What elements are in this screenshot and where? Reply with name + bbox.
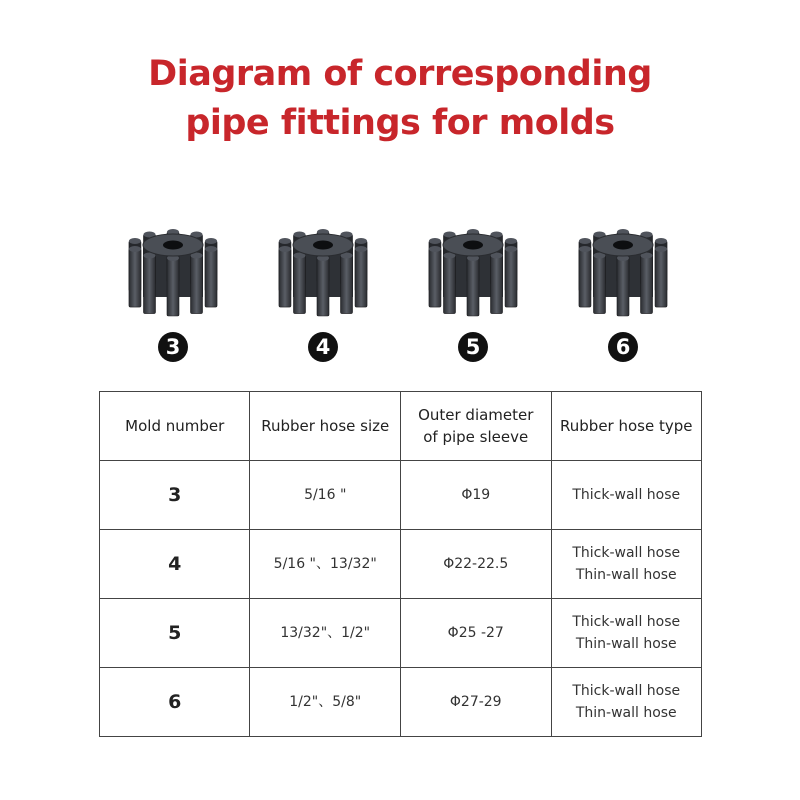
gear-tooth-top: [205, 246, 217, 252]
header-mold-number: Mold number: [100, 392, 250, 461]
cell-hose-size: 13/32"、1/2": [250, 599, 401, 668]
table-row: [100, 461, 702, 530]
mold-item-3: [118, 215, 228, 365]
gear-hole: [313, 241, 333, 250]
cell-mold-number: 6: [100, 668, 250, 737]
spec-table: [99, 391, 702, 737]
gear-tooth: [317, 258, 329, 316]
gear-tooth: [279, 249, 291, 307]
gear-tooth: [593, 256, 605, 314]
cell-outer-diameter: Φ22-22.5: [400, 530, 551, 599]
gear-tooth-top: [505, 238, 517, 244]
cell-hose-size: 5/16 ": [250, 461, 401, 530]
gear-tooth-top: [205, 238, 217, 244]
cell-hose-type: [551, 461, 701, 530]
gear-tooth: [467, 258, 479, 316]
cell-outer-diameter: Φ19: [400, 461, 551, 530]
gear-tooth: [641, 256, 653, 314]
gear-tooth: [129, 249, 141, 307]
header-hose-type: Rubber hose type: [551, 392, 701, 461]
gear-tooth-top: [355, 238, 367, 244]
cell-hose-type: [551, 668, 701, 737]
cell-mold-number: 5: [100, 599, 250, 668]
hose-type-line1: Thick-wall hose: [572, 683, 681, 699]
gear-tooth-top: [279, 238, 291, 244]
cell-mold-number: 4: [100, 530, 250, 599]
cell-outer-diameter: Φ25 -27: [400, 599, 551, 668]
gear-tooth: [429, 249, 441, 307]
mold-number-badge: 6: [608, 332, 638, 362]
cell-mold-number: 3: [100, 461, 250, 530]
mold-number-badge: 4: [308, 332, 338, 362]
gear-tooth: [505, 249, 517, 307]
gear-tooth: [143, 256, 155, 314]
mold-item-4: [268, 215, 378, 365]
header-outer-diameter: [400, 392, 551, 461]
cell-hose-type: [551, 599, 701, 668]
gear-tooth: [167, 258, 179, 316]
cell-hose-type: [551, 530, 701, 599]
gear-tooth: [341, 256, 353, 314]
gear-tooth-top: [505, 246, 517, 252]
hose-type-line1: Thick-wall hose: [572, 545, 681, 561]
header-outer-diameter-line1: Outer diameter: [418, 406, 534, 424]
cell-hose-size: 5/16 "、13/32": [250, 530, 401, 599]
hose-type-line2: Thin-wall hose: [575, 636, 677, 652]
title-line-1: Diagram of corresponding: [148, 54, 652, 94]
table-row: [100, 599, 702, 668]
cell-hose-size: 1/2"、5/8": [250, 668, 401, 737]
hose-type-line1: Thick-wall hose: [572, 487, 681, 503]
gear-hole: [463, 241, 483, 250]
gear-tooth-top: [655, 246, 667, 252]
mold-number-badge: 5: [458, 332, 488, 362]
mold-item-5: [418, 215, 528, 365]
gear-mold-icon: [118, 215, 228, 325]
mold-number-badge: 3: [158, 332, 188, 362]
gear-tooth-top: [579, 238, 591, 244]
table-header-row: [100, 392, 702, 461]
gear-mold-icon: [418, 215, 528, 325]
gear-tooth-top: [279, 246, 291, 252]
gear-tooth-top: [579, 246, 591, 252]
table-row: [100, 530, 702, 599]
gear-tooth: [191, 256, 203, 314]
cell-outer-diameter: Φ27-29: [400, 668, 551, 737]
header-hose-size: Rubber hose size: [250, 392, 401, 461]
gear-tooth: [443, 256, 455, 314]
gear-tooth-top: [355, 246, 367, 252]
page-title: [0, 50, 800, 148]
table-row: [100, 668, 702, 737]
gear-tooth: [579, 249, 591, 307]
gear-mold-icon: [268, 215, 378, 325]
gear-hole: [613, 241, 633, 250]
gear-mold-icon: [568, 215, 678, 325]
gear-tooth: [491, 256, 503, 314]
gear-hole: [163, 241, 183, 250]
header-outer-diameter-line2: of pipe sleeve: [423, 428, 529, 446]
title-line-2: pipe fittings for molds: [185, 103, 615, 143]
gear-tooth-top: [129, 238, 141, 244]
gear-tooth-top: [429, 246, 441, 252]
gear-tooth: [205, 249, 217, 307]
hose-type-line2: Thin-wall hose: [575, 705, 677, 721]
hose-type-line1: Thick-wall hose: [572, 614, 681, 630]
hose-type-line2: Thin-wall hose: [575, 567, 677, 583]
mold-item-6: [568, 215, 678, 365]
gear-tooth: [355, 249, 367, 307]
gear-tooth-top: [429, 238, 441, 244]
gear-tooth-top: [129, 246, 141, 252]
gear-tooth: [655, 249, 667, 307]
gear-tooth-top: [655, 238, 667, 244]
gear-tooth: [293, 256, 305, 314]
gear-tooth: [617, 258, 629, 316]
